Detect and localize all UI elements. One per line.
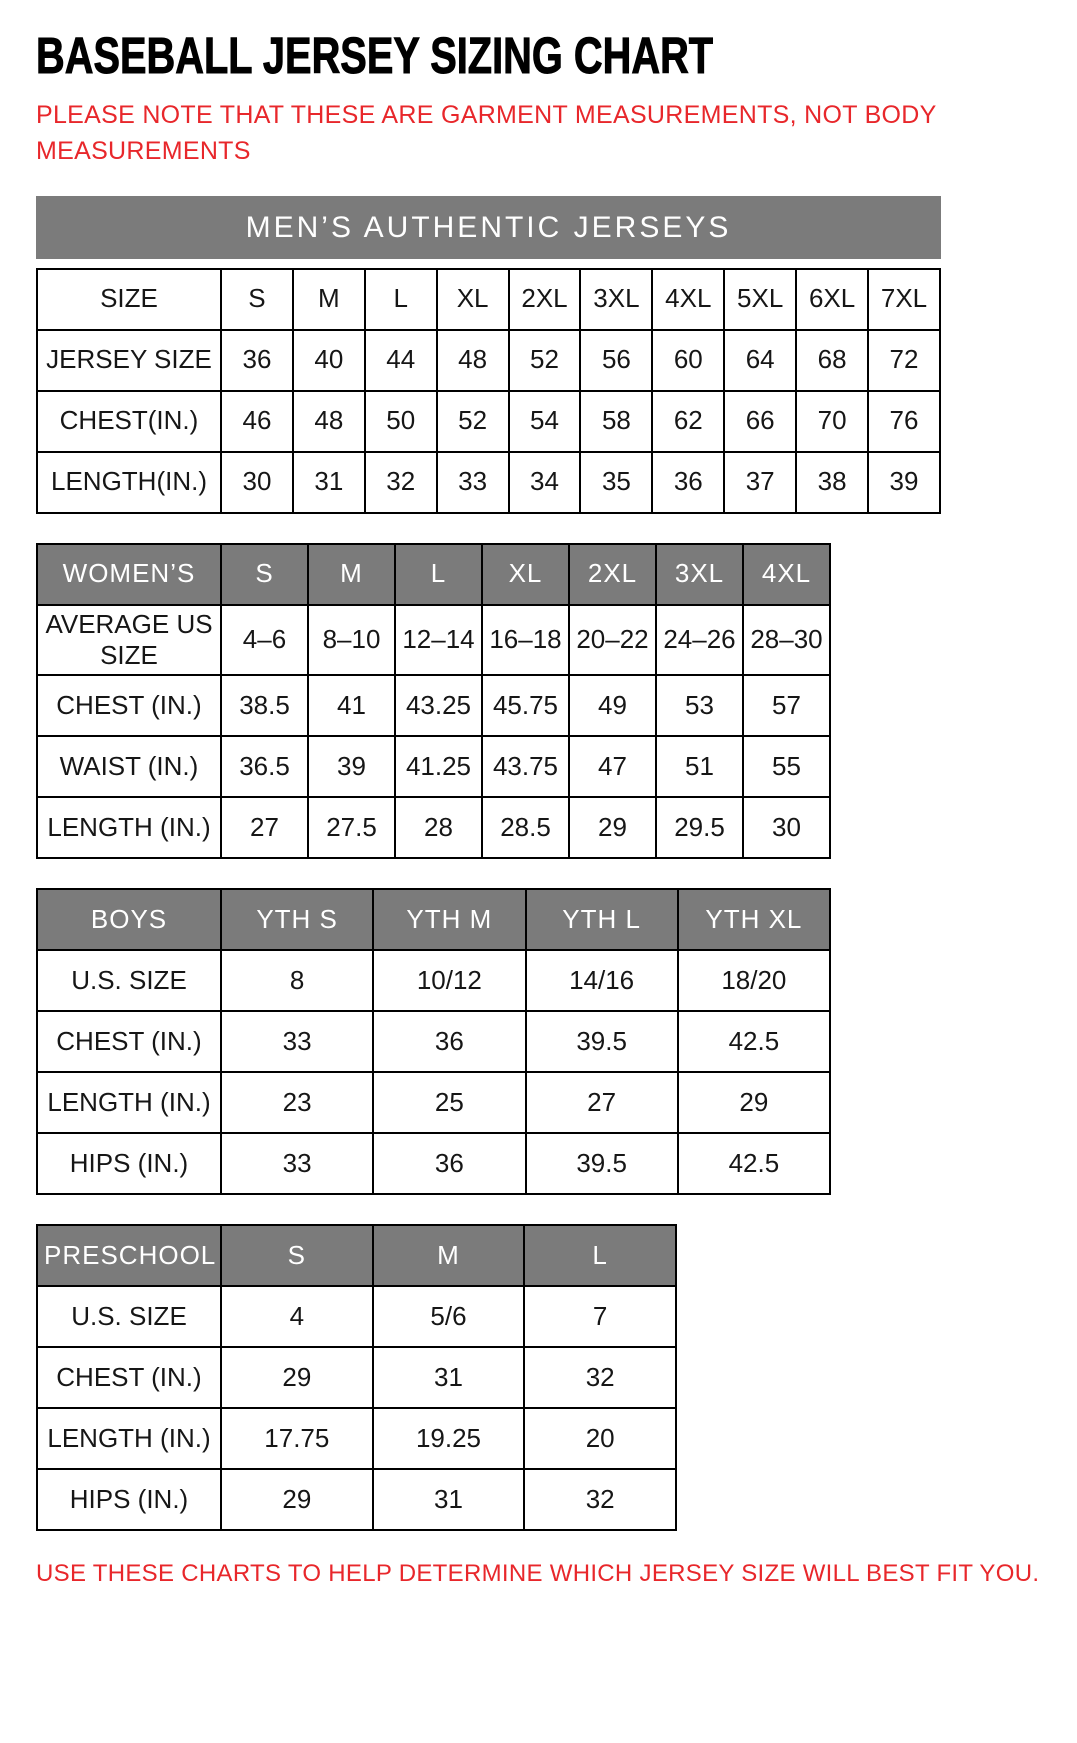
table-cell: 36 xyxy=(652,452,724,513)
row-label: WAIST (IN.) xyxy=(37,736,221,797)
column-header: S xyxy=(221,269,293,330)
row-label: LENGTH (IN.) xyxy=(37,797,221,858)
corner-header: PRESCHOOL xyxy=(37,1225,221,1286)
table-cell: 58 xyxy=(580,391,652,452)
table-cell: 20–22 xyxy=(569,605,656,675)
table-cell: 29 xyxy=(678,1072,830,1133)
table-cell: 20 xyxy=(524,1408,676,1469)
table-cell: 52 xyxy=(437,391,509,452)
table-cell: 38.5 xyxy=(221,675,308,736)
garment-measurements-note: PLEASE NOTE THAT THESE ARE GARMENT MEASUREMENTS, NOT BODY MEASUREMENTS xyxy=(36,101,937,166)
header-row xyxy=(37,544,830,605)
table-row xyxy=(37,797,830,858)
table-cell: 8 xyxy=(221,950,373,1011)
row-label: HIPS (IN.) xyxy=(37,1469,221,1530)
table-row xyxy=(37,1347,676,1408)
table-cell: 18/20 xyxy=(678,950,830,1011)
table-cell: 49 xyxy=(569,675,656,736)
preschool-size-table xyxy=(36,1224,677,1531)
table-cell: 51 xyxy=(656,736,743,797)
table-cell: 33 xyxy=(221,1133,373,1194)
table-cell: 35 xyxy=(580,452,652,513)
table-cell: 62 xyxy=(652,391,724,452)
table-cell: 31 xyxy=(293,452,365,513)
table-row xyxy=(37,950,830,1011)
table-cell: 17.75 xyxy=(221,1408,373,1469)
row-label: U.S. SIZE xyxy=(37,950,221,1011)
mens-table-banner: MEN’S AUTHENTIC JERSEYS xyxy=(36,196,941,259)
table-cell: 48 xyxy=(293,391,365,452)
column-header: M xyxy=(373,1225,525,1286)
table-cell: 53 xyxy=(656,675,743,736)
table-cell: 25 xyxy=(373,1072,525,1133)
table-cell: 41.25 xyxy=(395,736,482,797)
womens-section xyxy=(36,543,831,859)
header-row xyxy=(37,889,830,950)
table-cell: 68 xyxy=(796,330,868,391)
table-row xyxy=(37,391,940,452)
column-header: 4XL xyxy=(652,269,724,330)
column-header: 2XL xyxy=(569,544,656,605)
corner-header: WOMEN’S xyxy=(37,544,221,605)
table-cell: 8–10 xyxy=(308,605,395,675)
table-cell: 42.5 xyxy=(678,1011,830,1072)
table-cell: 66 xyxy=(724,391,796,452)
table-cell: 34 xyxy=(509,452,581,513)
table-cell: 32 xyxy=(524,1347,676,1408)
column-header: YTH XL xyxy=(678,889,830,950)
table-cell: 29 xyxy=(569,797,656,858)
table-cell: 60 xyxy=(652,330,724,391)
table-cell: 55 xyxy=(743,736,830,797)
table-row xyxy=(37,1133,830,1194)
row-label: HIPS (IN.) xyxy=(37,1133,221,1194)
table-cell: 44 xyxy=(365,330,437,391)
column-header: YTH S xyxy=(221,889,373,950)
table-cell: 36 xyxy=(373,1011,525,1072)
table-row xyxy=(37,675,830,736)
corner-header: SIZE xyxy=(37,269,221,330)
table-cell: 36 xyxy=(221,330,293,391)
column-header: XL xyxy=(437,269,509,330)
column-header: XL xyxy=(482,544,569,605)
table-cell: 56 xyxy=(580,330,652,391)
boys-size-table xyxy=(36,888,831,1195)
column-header: 3XL xyxy=(580,269,652,330)
row-label: AVERAGE US SIZE xyxy=(37,605,221,675)
table-cell: 30 xyxy=(743,797,830,858)
row-label: LENGTH (IN.) xyxy=(37,1072,221,1133)
table-cell: 10/12 xyxy=(373,950,525,1011)
table-cell: 39 xyxy=(308,736,395,797)
column-header: 2XL xyxy=(509,269,581,330)
table-cell: 4 xyxy=(221,1286,373,1347)
table-cell: 27.5 xyxy=(308,797,395,858)
header-row xyxy=(37,269,940,330)
column-header: L xyxy=(395,544,482,605)
page-title: BASEBALL JERSEY SIZING CHART xyxy=(36,27,714,84)
table-row xyxy=(37,452,940,513)
row-label: LENGTH (IN.) xyxy=(37,1408,221,1469)
table-cell: 43.25 xyxy=(395,675,482,736)
table-cell: 33 xyxy=(437,452,509,513)
table-cell: 43.75 xyxy=(482,736,569,797)
column-header: L xyxy=(524,1225,676,1286)
table-cell: 29.5 xyxy=(656,797,743,858)
table-cell: 32 xyxy=(524,1469,676,1530)
boys-section xyxy=(36,888,831,1195)
table-cell: 50 xyxy=(365,391,437,452)
preschool-section xyxy=(36,1224,677,1531)
row-label: U.S. SIZE xyxy=(37,1286,221,1347)
table-cell: 24–26 xyxy=(656,605,743,675)
row-label: CHEST (IN.) xyxy=(37,675,221,736)
table-row xyxy=(37,736,830,797)
table-cell: 38 xyxy=(796,452,868,513)
table-cell: 41 xyxy=(308,675,395,736)
row-label: LENGTH(IN.) xyxy=(37,452,221,513)
fit-guidance-note: USE THESE CHARTS TO HELP DETERMINE WHICH JERSEY SIZE WILL BEST FIT YOU. xyxy=(36,1559,1040,1587)
table-cell: 45.75 xyxy=(482,675,569,736)
table-cell: 5/6 xyxy=(373,1286,525,1347)
table-cell: 27 xyxy=(526,1072,678,1133)
table-cell: 47 xyxy=(569,736,656,797)
table-cell: 70 xyxy=(796,391,868,452)
column-header: S xyxy=(221,544,308,605)
column-header: L xyxy=(365,269,437,330)
table-cell: 31 xyxy=(373,1347,525,1408)
table-cell: 46 xyxy=(221,391,293,452)
column-header: S xyxy=(221,1225,373,1286)
table-cell: 52 xyxy=(509,330,581,391)
table-row xyxy=(37,1072,830,1133)
table-cell: 27 xyxy=(221,797,308,858)
womens-size-table xyxy=(36,543,831,859)
table-cell: 31 xyxy=(373,1469,525,1530)
column-header: 5XL xyxy=(724,269,796,330)
table-row xyxy=(37,330,940,391)
table-cell: 64 xyxy=(724,330,796,391)
column-header: YTH M xyxy=(373,889,525,950)
table-row xyxy=(37,1011,830,1072)
table-cell: 76 xyxy=(868,391,940,452)
column-header: 6XL xyxy=(796,269,868,330)
table-cell: 30 xyxy=(221,452,293,513)
row-label: CHEST(IN.) xyxy=(37,391,221,452)
table-cell: 57 xyxy=(743,675,830,736)
table-cell: 72 xyxy=(868,330,940,391)
table-cell: 28 xyxy=(395,797,482,858)
column-header: YTH L xyxy=(526,889,678,950)
table-cell: 39.5 xyxy=(526,1011,678,1072)
table-cell: 42.5 xyxy=(678,1133,830,1194)
table-cell: 16–18 xyxy=(482,605,569,675)
table-cell: 14/16 xyxy=(526,950,678,1011)
table-cell: 7 xyxy=(524,1286,676,1347)
table-cell: 28.5 xyxy=(482,797,569,858)
mens-size-table xyxy=(36,268,941,514)
table-row xyxy=(37,605,830,675)
column-header: M xyxy=(293,269,365,330)
row-label: JERSEY SIZE xyxy=(37,330,221,391)
table-cell: 12–14 xyxy=(395,605,482,675)
table-cell: 29 xyxy=(221,1469,373,1530)
table-cell: 36 xyxy=(373,1133,525,1194)
table-cell: 39 xyxy=(868,452,940,513)
table-row xyxy=(37,1469,676,1530)
row-label: CHEST (IN.) xyxy=(37,1011,221,1072)
column-header: 7XL xyxy=(868,269,940,330)
table-cell: 19.25 xyxy=(373,1408,525,1469)
row-label: CHEST (IN.) xyxy=(37,1347,221,1408)
table-cell: 36.5 xyxy=(221,736,308,797)
table-row xyxy=(37,1286,676,1347)
mens-section xyxy=(36,196,941,514)
table-cell: 39.5 xyxy=(526,1133,678,1194)
table-cell: 23 xyxy=(221,1072,373,1133)
table-cell: 33 xyxy=(221,1011,373,1072)
column-header: M xyxy=(308,544,395,605)
table-cell: 29 xyxy=(221,1347,373,1408)
table-cell: 48 xyxy=(437,330,509,391)
table-cell: 28–30 xyxy=(743,605,830,675)
table-cell: 32 xyxy=(365,452,437,513)
table-cell: 37 xyxy=(724,452,796,513)
header-row xyxy=(37,1225,676,1286)
column-header: 3XL xyxy=(656,544,743,605)
table-row xyxy=(37,1408,676,1469)
corner-header: BOYS xyxy=(37,889,221,950)
table-cell: 40 xyxy=(293,330,365,391)
table-cell: 54 xyxy=(509,391,581,452)
column-header: 4XL xyxy=(743,544,830,605)
table-cell: 4–6 xyxy=(221,605,308,675)
